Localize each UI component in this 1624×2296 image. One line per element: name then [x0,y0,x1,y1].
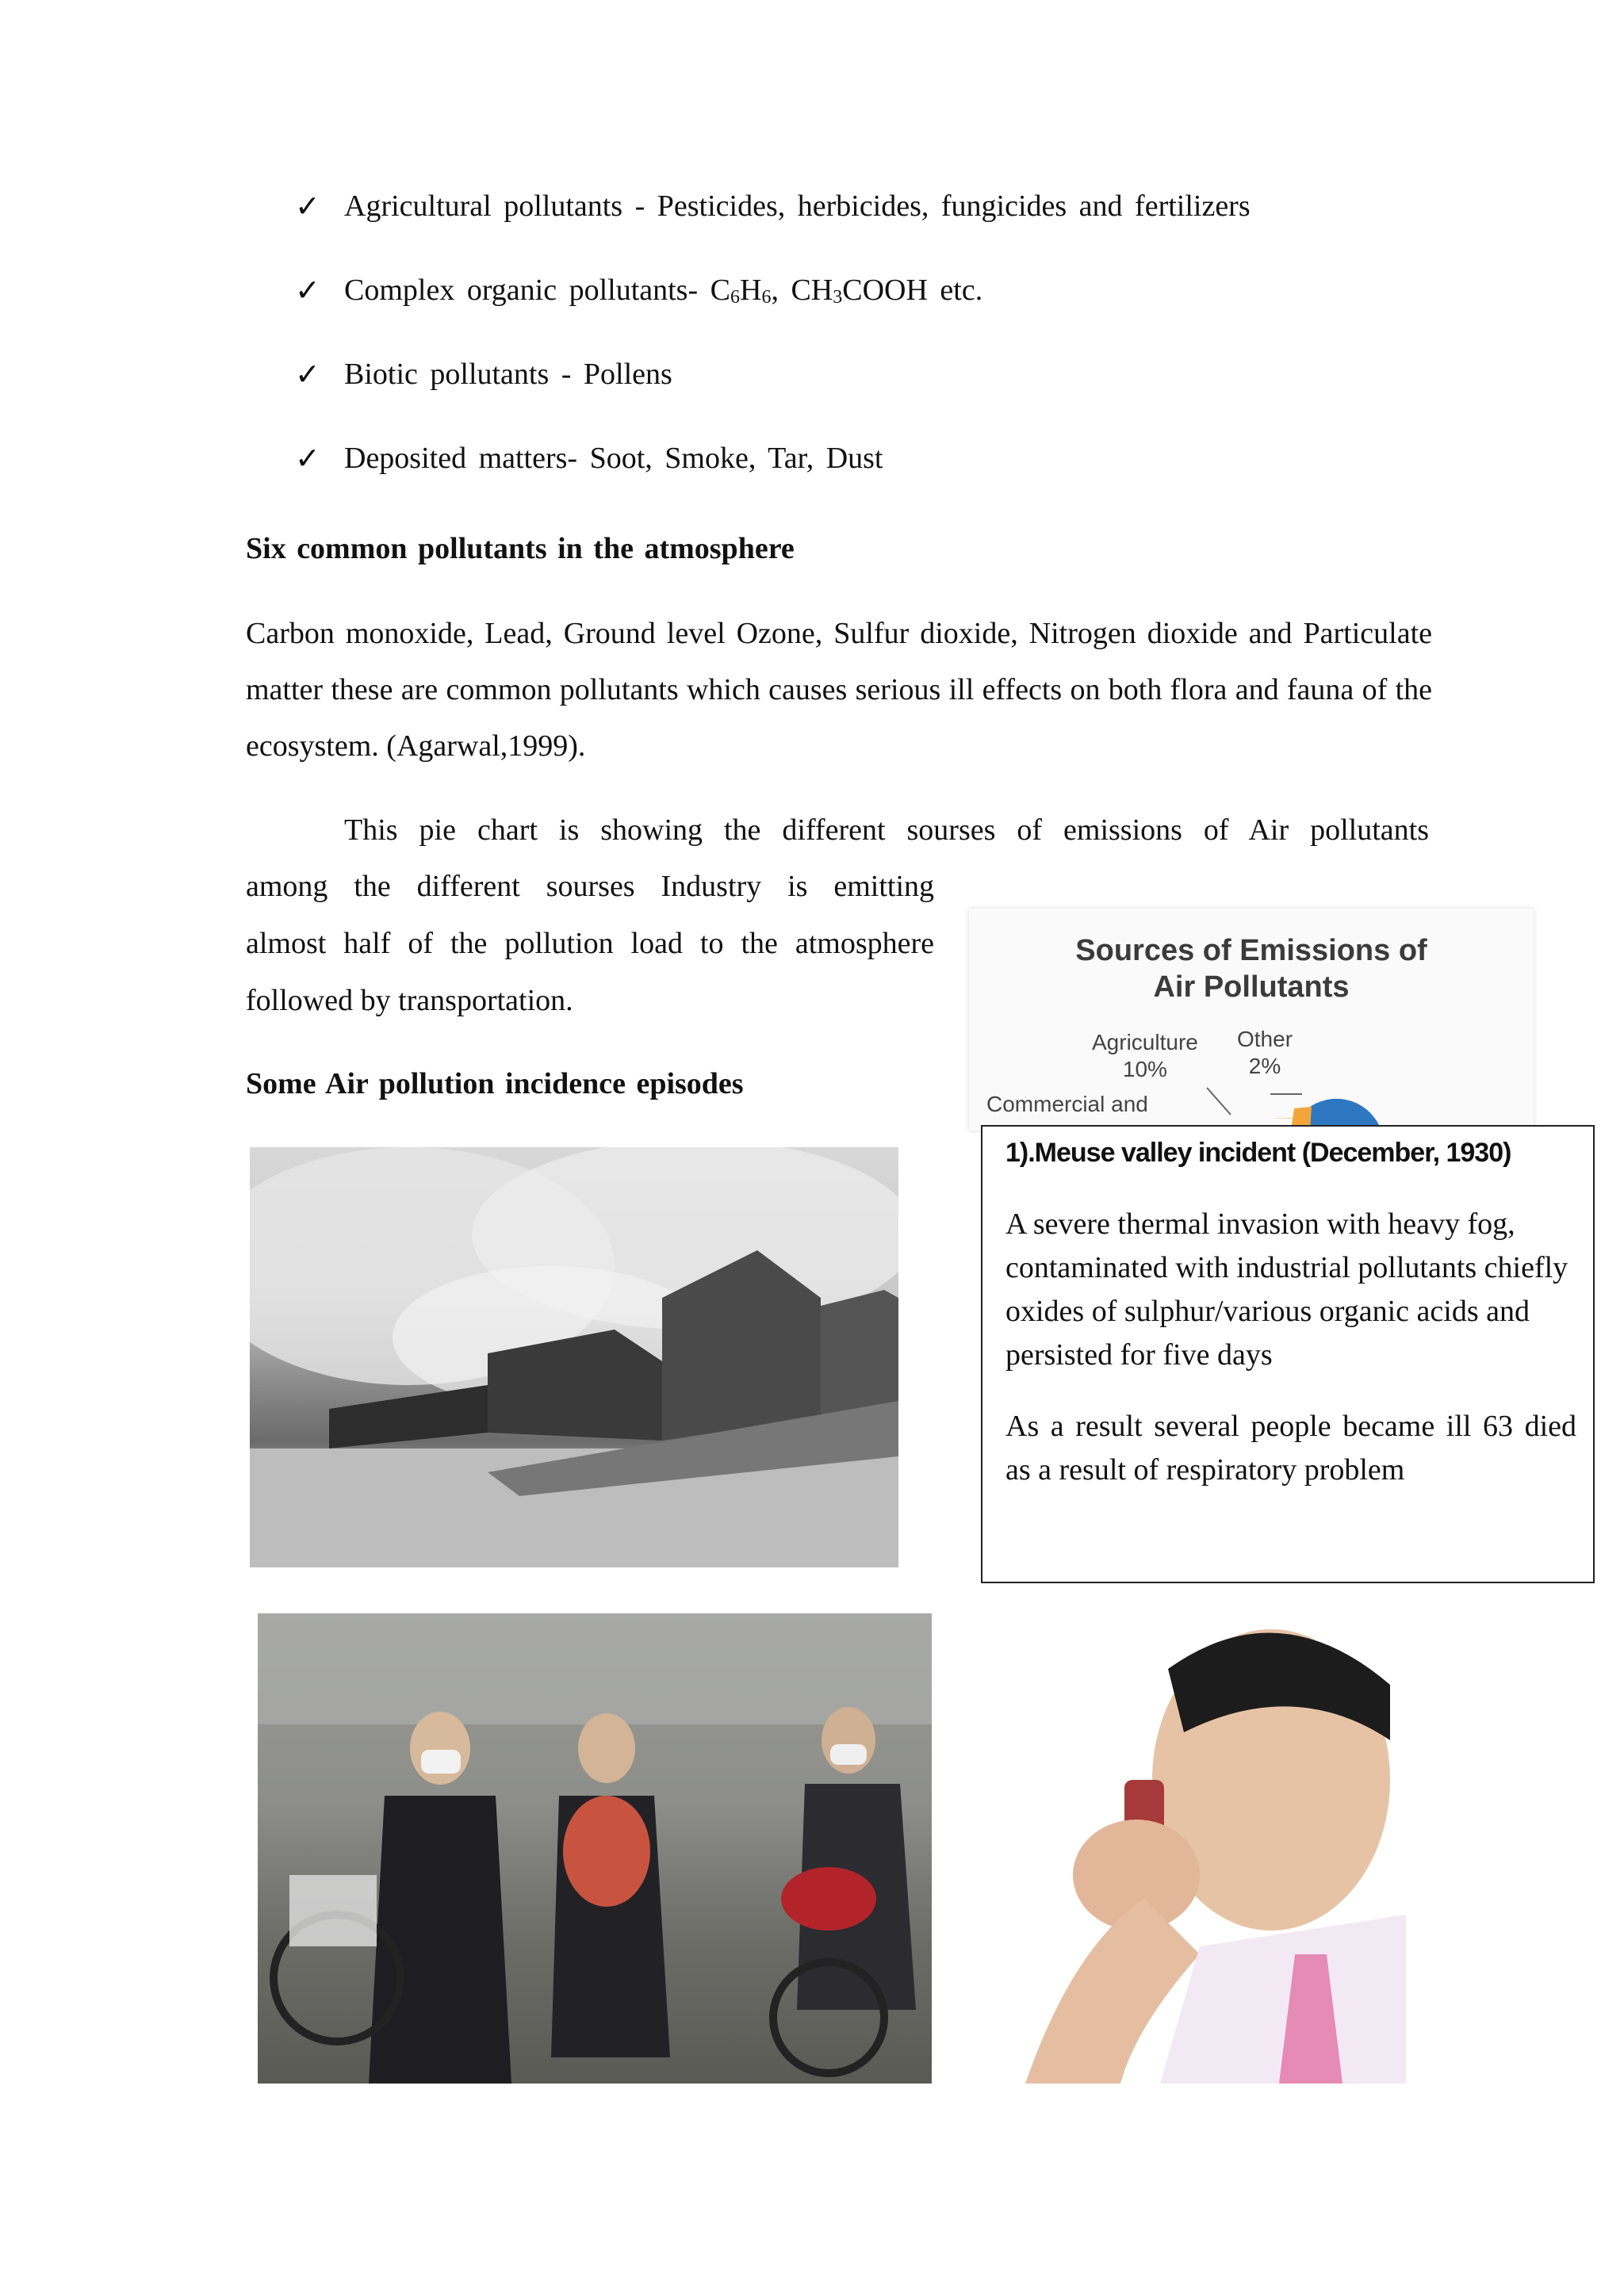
checkmark-icon: ✓ [295,441,320,476]
section-heading: Some Air pollution incidence episodes [246,1067,744,1100]
paragraph-line: almost half of the pollution load to the atmosphere [246,927,934,960]
paragraph: Carbon monoxide, Lead, Ground level Ozone, Sulfur dioxide, Nitrogen dioxide and Particulate matter these are common pollutants which causes serious ill effects on both flora and fauna of the ecosystem. (Agarwal,1999). [246,617,1432,763]
paragraph-line: followed by transportation. [246,984,573,1017]
subscript: 6 [761,287,772,308]
bullet-text-part: Complex organic pollutants- C [344,274,730,307]
incident-paragraph: A severe thermal invasion with heavy fog, contaminated with industrial pollutants chiefly oxides of sulphur/various organic acids and persisted for five days [1005,1207,1568,1372]
section-heading: Six common pollutants in the atmosphere [246,532,795,565]
incident-textbox [981,1125,1595,1583]
chart-label-value: 10% [1122,1057,1167,1081]
chart-title-line: Sources of Emissions of [1075,934,1427,967]
checkmark-icon: ✓ [295,189,320,224]
incident-title: 1).Meuse valley incident (December, 1930) [1005,1138,1511,1168]
smog-pedestrians-photo [258,1613,932,2084]
leader-line [1207,1088,1231,1115]
inhaler-photo [978,1613,1406,2084]
bullet-text [344,273,982,308]
bullet-text: Agricultural pollutants - Pesticides, herbicides, fungicides and fertilizers [344,189,1251,223]
chart-label-text: Agriculture [1092,1030,1198,1054]
chart-label-commercial: Commercial and [986,1092,1148,1116]
checkmark-icon: ✓ [295,273,320,308]
bullet-text-part: , CH [771,274,833,307]
bullet-text: Deposited matters- Soot, Smoke, Tar, Dust [344,442,883,475]
pedestrians-illustration [258,1613,932,2084]
inhaler-illustration [978,1613,1406,2084]
chart-title-line: Air Pollutants [1153,970,1350,1004]
factory-smoke-photo [250,1147,898,1567]
bullet-text-part: H [739,274,762,307]
paragraph-line: This pie chart is showing the different sourses of emissions of Air pollutants [344,813,1429,847]
chart-label-agriculture [1092,1029,1198,1083]
factory-illustration [250,1147,898,1567]
subscript: 3 [833,287,843,308]
chart-label-text: Other [1237,1027,1293,1051]
bullet-text-part: COOH etc. [842,274,983,307]
subscript: 6 [730,287,740,308]
pie-chart-image [969,909,1534,1131]
bullet-text: Biotic pollutants - Pollens [344,358,672,391]
paragraph-line: among the different sourses Industry is emitting [246,870,934,903]
chart-label-value: 2% [1248,1054,1281,1078]
incident-paragraph: As a result several people became ill 63 died as a result of respiratory problem [1005,1410,1576,1487]
checkmark-icon: ✓ [295,357,320,392]
chart-label-other [1237,1026,1293,1080]
